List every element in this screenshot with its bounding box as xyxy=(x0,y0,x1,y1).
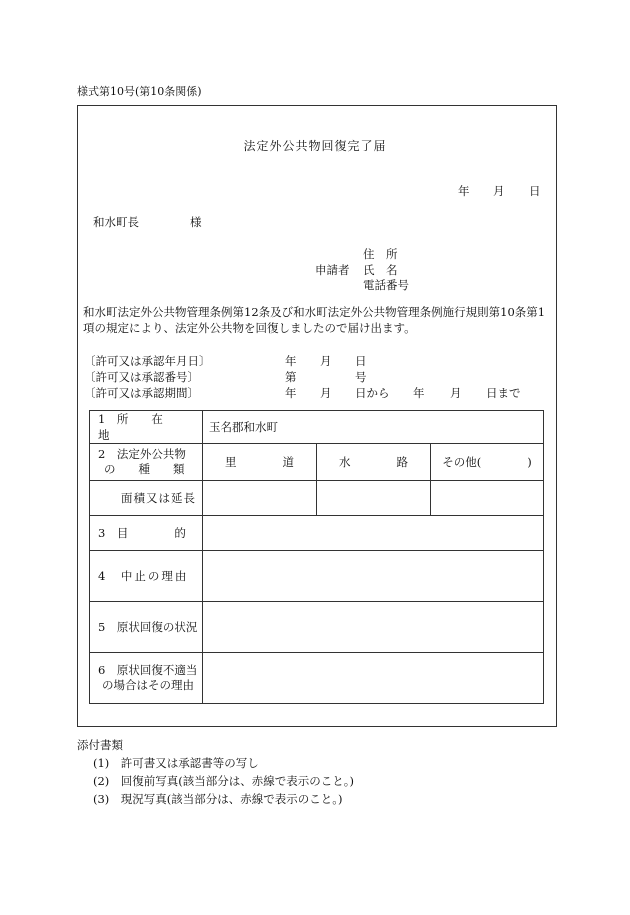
permit-number-suffix: 号 xyxy=(355,370,367,384)
type-other-cell[interactable] xyxy=(431,444,544,481)
row-purpose xyxy=(90,516,544,551)
purpose-value-cell[interactable] xyxy=(203,516,544,551)
applicant-phone-label: 電話番号 xyxy=(363,278,409,292)
restoration-label-cell xyxy=(90,602,203,653)
unsuitable-label-line2: の場合はその理由 xyxy=(102,678,194,692)
area-other-cell[interactable] xyxy=(431,481,544,516)
attachments-title: 添付書類 xyxy=(77,738,123,752)
permit-period-end-month: 月 xyxy=(450,386,462,400)
type-label-cell xyxy=(90,444,203,481)
restoration-value-cell[interactable] xyxy=(203,602,544,653)
restoration-label: 5 原状回復の状況 xyxy=(98,620,198,634)
row-cancel-reason xyxy=(90,551,544,602)
cancel-reason-label: 4 中止の理由 xyxy=(98,569,189,583)
permit-period-start-month: 月 xyxy=(320,386,332,400)
permit-period-end-year: 年 xyxy=(413,386,425,400)
area-waterway-cell[interactable] xyxy=(317,481,431,516)
permit-period-label: 〔許可又は承認期間〕 xyxy=(84,386,199,400)
area-label: 面積又は延長 xyxy=(121,491,196,505)
location-label: 1 所 在 地 xyxy=(98,412,186,442)
location-value-cell[interactable] xyxy=(203,411,544,444)
addressee-honorific: 様 xyxy=(190,215,202,229)
permit-period-start-year: 年 xyxy=(285,386,297,400)
date-year-label: 年 xyxy=(458,184,470,198)
area-road-cell[interactable] xyxy=(203,481,317,516)
applicant-address-label: 住 所 xyxy=(363,247,398,261)
unsuitable-label-cell xyxy=(90,653,203,704)
permit-date-month: 月 xyxy=(320,354,332,368)
cancel-reason-value-cell[interactable] xyxy=(203,551,544,602)
type-waterway-label: 水 路 xyxy=(339,455,408,469)
type-label-line1: 2 法定外公共物 xyxy=(98,447,186,461)
row-area xyxy=(90,481,544,516)
row-location xyxy=(90,411,544,444)
area-label-cell xyxy=(90,481,203,516)
notification-table xyxy=(89,410,544,704)
permit-number-prefix: 第 xyxy=(285,370,297,384)
location-value: 玉名郡和水町 xyxy=(209,420,278,434)
purpose-label-cell xyxy=(90,516,203,551)
attachment-item: (3) 現況写真(該当部分は、赤線で表示のこと。) xyxy=(93,792,343,806)
permit-period-end-day: 日まで xyxy=(486,386,521,400)
type-road-label: 里 道 xyxy=(225,455,294,469)
cancel-reason-label-cell xyxy=(90,551,203,602)
date-month-label: 月 xyxy=(493,184,505,198)
form-number-label: 様式第10号(第10条関係) xyxy=(77,85,202,98)
row-unsuitable-reason xyxy=(90,653,544,704)
addressee-name: 和水町長 xyxy=(93,215,139,229)
unsuitable-label-line1: 6 原状回復不適当 xyxy=(98,663,198,677)
row-type xyxy=(90,444,544,481)
type-other-label: その他( ) xyxy=(442,455,532,469)
permit-date-label: 〔許可又は承認年月日〕 xyxy=(84,354,211,368)
attachment-item: (1) 許可書又は承認書等の写し xyxy=(93,756,259,770)
permit-number-label: 〔許可又は承認番号〕 xyxy=(84,370,199,384)
notification-body-text: 和水町法定外公共物管理条例第12条及び和水町法定外公共物管理条例施行規則第10条第1項の規定により、法定外公共物を回復しましたので届け出ます。 xyxy=(83,305,546,335)
location-label-cell xyxy=(90,411,203,444)
applicant-name-label: 氏 名 xyxy=(363,263,398,277)
row-restoration xyxy=(90,602,544,653)
type-road-cell[interactable] xyxy=(203,444,317,481)
unsuitable-value-cell[interactable] xyxy=(203,653,544,704)
form-title: 法定外公共物回復完了届 xyxy=(243,139,387,153)
permit-period-start-day: 日から xyxy=(355,386,390,400)
type-label-line2: の 種 類 xyxy=(104,462,185,476)
type-waterway-cell[interactable] xyxy=(317,444,431,481)
date-day-label: 日 xyxy=(529,184,541,198)
attachment-item: (2) 回復前写真(該当部分は、赤線で表示のこと。) xyxy=(93,774,355,788)
permit-date-day: 日 xyxy=(355,354,367,368)
permit-date-year: 年 xyxy=(285,354,297,368)
purpose-label: 3 目 的 xyxy=(98,526,186,540)
applicant-label: 申請者 xyxy=(315,263,350,277)
